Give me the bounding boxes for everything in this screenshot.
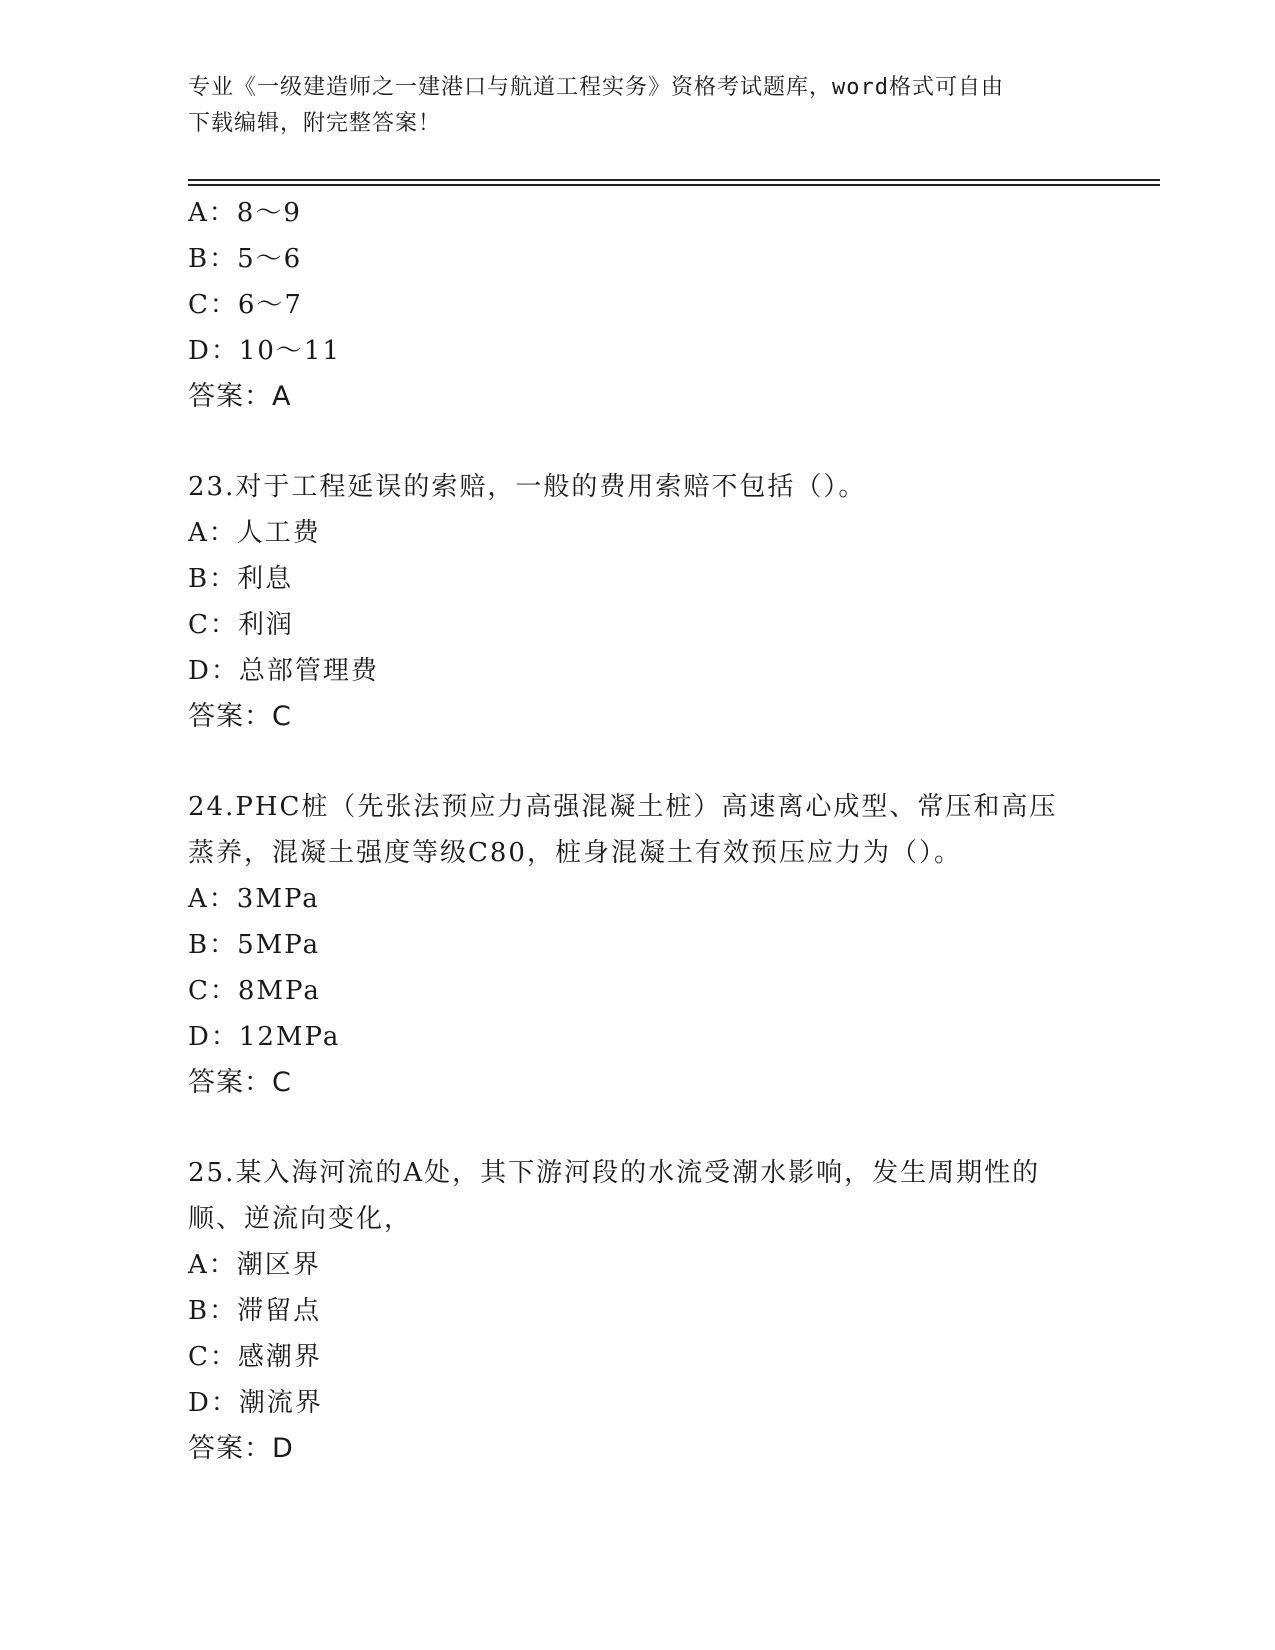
spacer xyxy=(188,740,1088,784)
spacer xyxy=(188,420,1088,464)
answer: 答案：D xyxy=(188,1433,294,1464)
option-c: C：8MPa xyxy=(188,976,321,1006)
question-25 xyxy=(188,1150,1088,1472)
option-d: D：10～11 xyxy=(188,336,342,366)
option-b: B：5MPa xyxy=(188,930,321,960)
option-a: A：8～9 xyxy=(188,198,302,228)
question-stem: 23.对于工程延误的索赔，一般的费用索赔不包括（）。 xyxy=(188,472,867,502)
option-c: C：利润 xyxy=(188,610,294,640)
answer: 答案：C xyxy=(188,701,292,732)
answer: 答案：C xyxy=(188,1067,292,1098)
question-23 xyxy=(188,464,1088,740)
header-line-2: 下载编辑，附完整答案！ xyxy=(188,111,442,136)
question-stem-line-2: 顺、逆流向变化， xyxy=(188,1204,413,1234)
option-c: C：感潮界 xyxy=(188,1342,322,1372)
question-24 xyxy=(188,784,1088,1106)
header-divider-bottom xyxy=(188,184,1160,186)
question-22 xyxy=(188,190,1088,420)
answer: 答案：A xyxy=(188,381,292,412)
header-divider-top xyxy=(188,179,1160,181)
question-stem-line-2: 蒸养，混凝土强度等级C80，桩身混凝土有效预压应力为（）。 xyxy=(188,838,962,868)
question-stem-line-1: 24.PHC桩（先张法预应力高强混凝土桩）高速离心成型、常压和高压 xyxy=(188,792,1058,822)
option-c: C：6～7 xyxy=(188,290,303,320)
option-a: A：人工费 xyxy=(188,518,321,548)
option-a: A：3MPa xyxy=(188,884,320,914)
option-b: B：滞留点 xyxy=(188,1296,322,1326)
spacer xyxy=(188,1106,1088,1150)
header-line-1: 专业《一级建造师之一建港口与航道工程实务》资格考试题库，word格式可自由 xyxy=(188,75,1004,100)
question-list xyxy=(188,190,1088,1472)
option-b: B：利息 xyxy=(188,564,294,594)
option-b: B：5～6 xyxy=(188,244,303,274)
option-d: D：12MPa xyxy=(188,1022,341,1052)
option-d: D：总部管理费 xyxy=(188,656,379,686)
option-d: D：潮流界 xyxy=(188,1388,323,1418)
option-a: A：潮区界 xyxy=(188,1250,321,1280)
document-header xyxy=(188,70,1088,142)
question-stem-line-1: 25.某入海河流的A处，其下游河段的水流受潮水影响，发生周期性的 xyxy=(188,1158,1041,1188)
